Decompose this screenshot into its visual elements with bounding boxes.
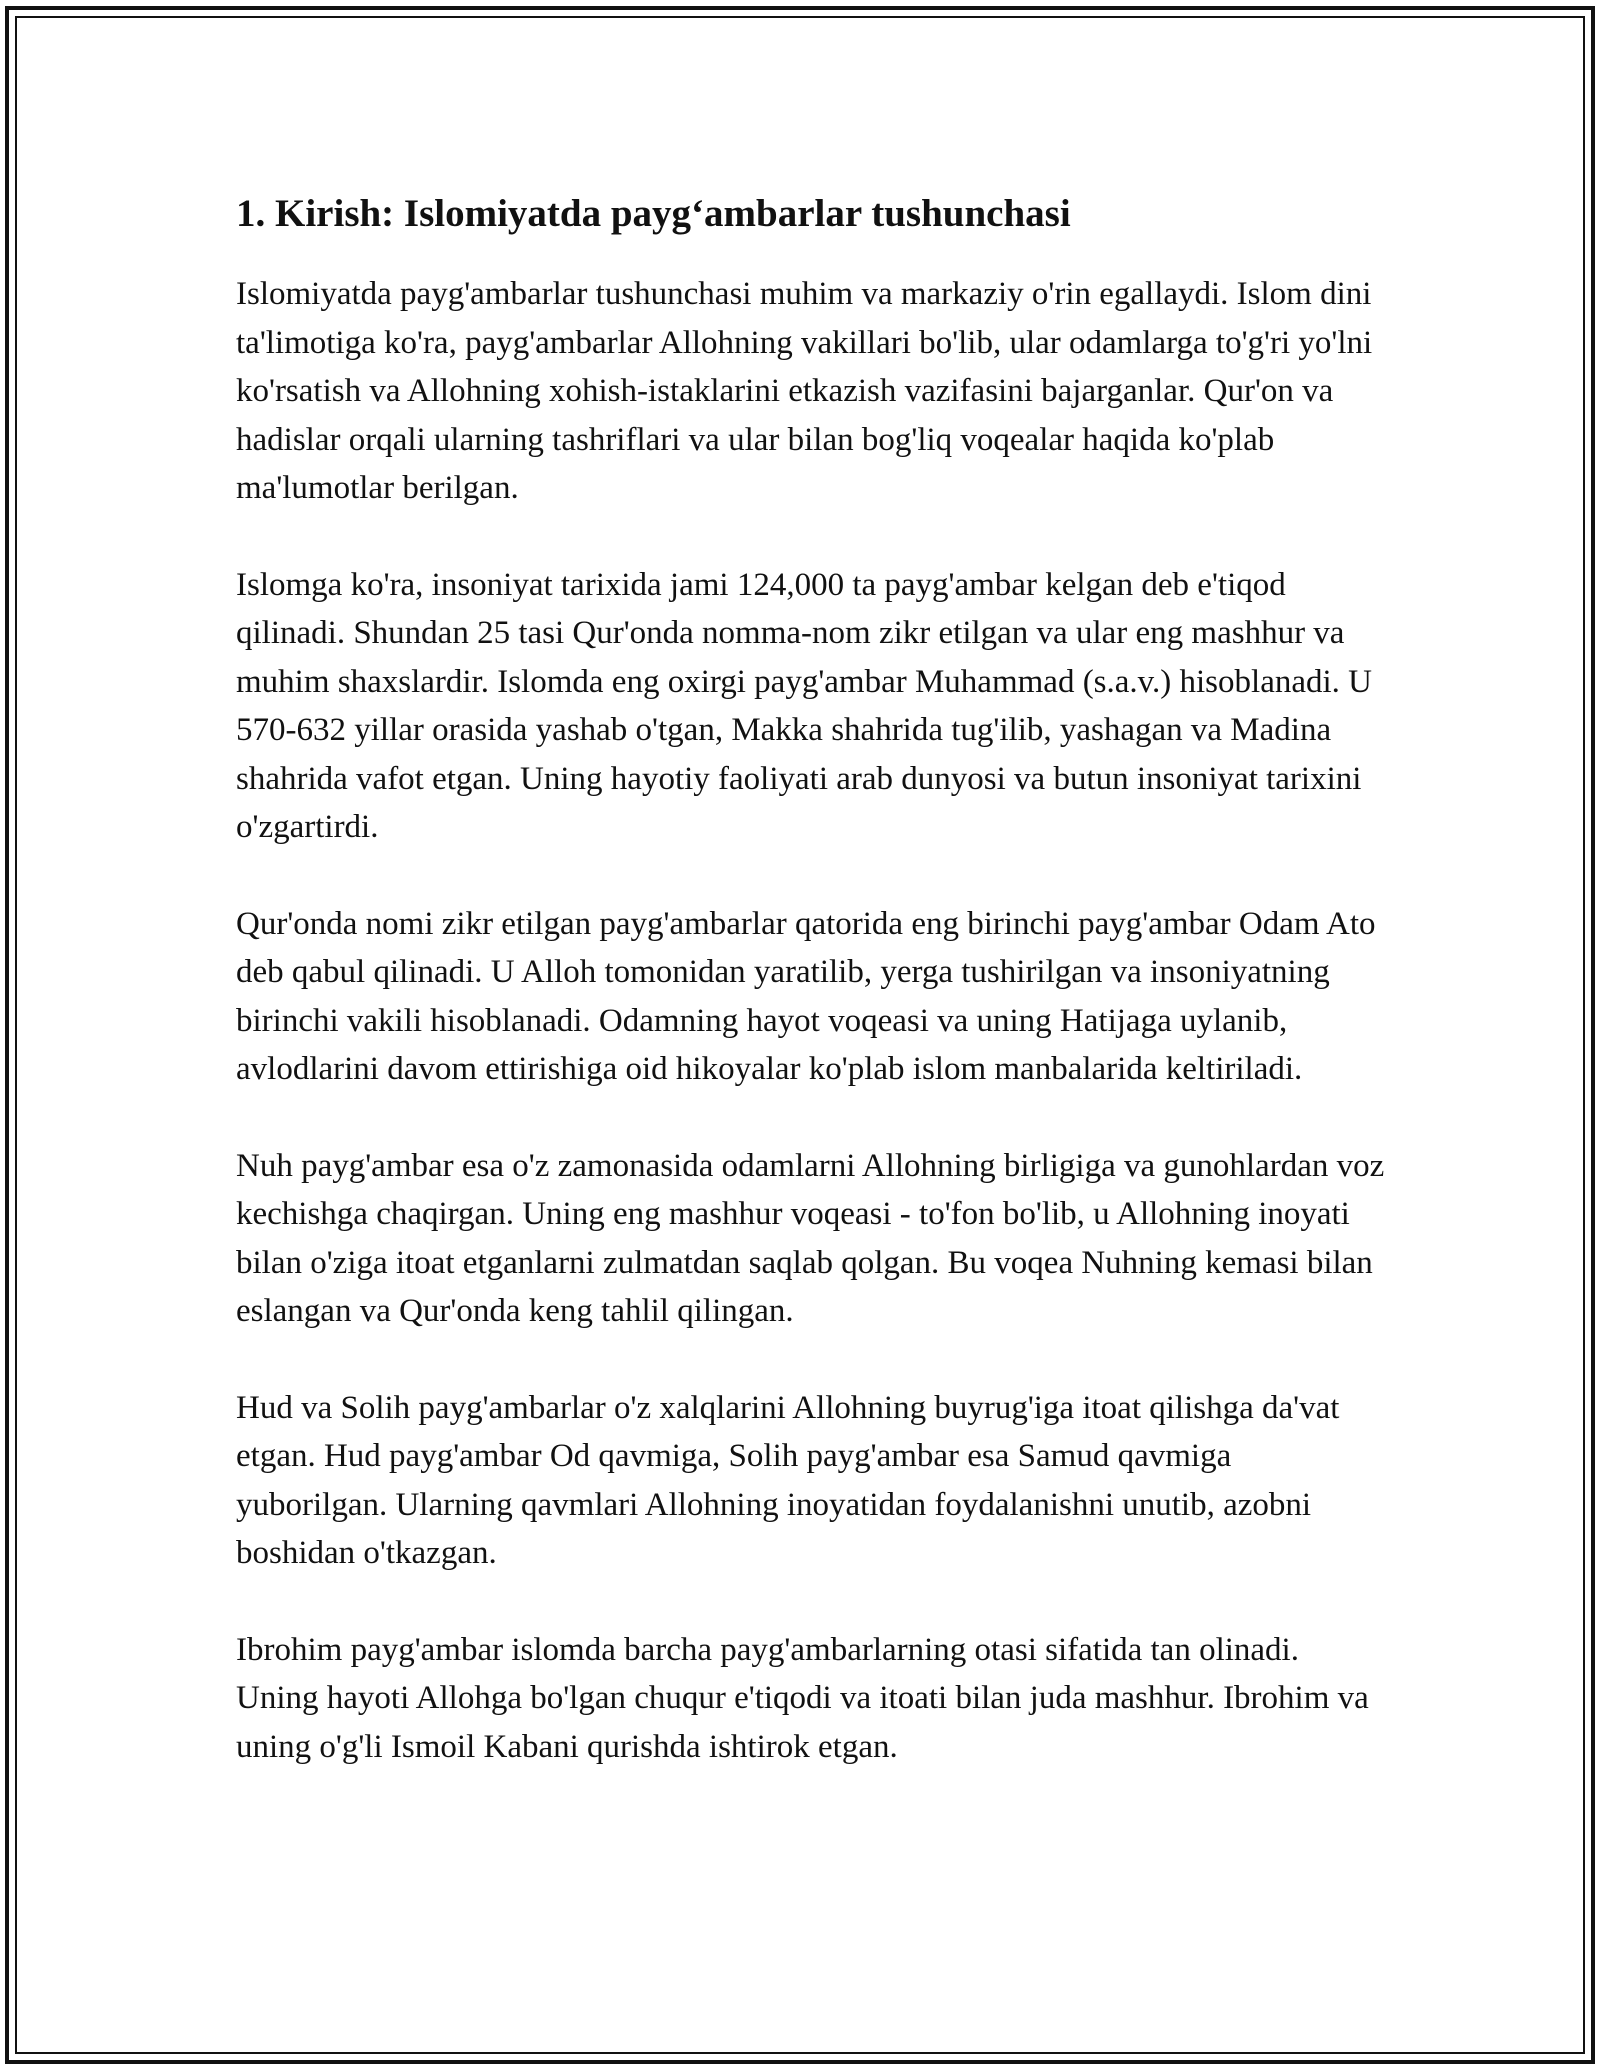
section-heading: 1. Kirish: Islomiyatda payg‘ambarlar tushunchasi [236,192,1071,235]
document-body [236,186,1386,1819]
paragraph-ibrohim: Ibrohim payg'ambar islomda barcha payg'ambarlarning otasi sifatida tan olinadi. Uning hayoti Allohga bo'lgan chuqur e'tiqodi va itoati bilan juda mashhur. Ibrohim va uning o'g'li Ismoil Kabani qurishda ishtirok etgan. [236,1631,1369,1765]
paragraph-hud-solih: Hud va Solih payg'ambarlar o'z xalqlarini Allohning buyrug'iga itoat qilishga da'vat etgan. Hud payg'ambar Od qavmiga, Solih payg'ambar esa Samud qavmiga yuborilgan. Ularning qavmlari Allohning inoyatidan foydalanishni unutib, azobni boshidan o'tkazgan. [236,1389,1340,1571]
paragraph-nuh: Nuh payg'ambar esa o'z zamonasida odamlarni Allohning birligiga va gunohlardan voz kechishga chaqirgan. Uning eng mashhur voqeasi - to'fon bo'lib, u Allohning inoyati bilan o'ziga itoat etganlarni zulmatdan saqlab qolgan. Bu voqea Nuhning kemasi bilan eslangan va Qur'onda keng tahlil qilingan. [236,1147,1385,1329]
paragraph-prophets-count: Islomga ko'ra, insoniyat tarixida jami 124,000 ta payg'ambar kelgan deb e'tiqod qilinadi. Shundan 25 tasi Qur'onda nomma-nom zikr etilgan va ular eng mashhur va muhim shaxslardir. Islomda eng oxirgi payg'ambar Muhammad (s.a.v.) hisoblanadi. U 570-632 yillar orasida yashab o'tgan, Makka shahrida tug'ilib, yashagan va Madina shahrida vafot etgan. Uning hayotiy faoliyati arab dunyosi va butun insoniyat tarixini o'zgartirdi. [236,566,1372,845]
paragraph-intro: Islomiyatda payg'ambarlar tushunchasi muhim va markaziy o'rin egallaydi. Islom dini ta'limotiga ko'ra, payg'ambarlar Allohning vakillari bo'lib, ular odamlarga to'g'ri yo'lni ko'rsatish va Allohning xohish-istaklarini etkazish vazifasini bajarganlar. Qur'on va hadislar orqali ularning tashriflari va ular bilan bog'liq voqealar haqida ko'plab ma'lumotlar berilgan. [236,276,1373,506]
paragraph-odam-ato: Qur'onda nomi zikr etilgan payg'ambarlar qatorida eng birinchi payg'ambar Odam Ato deb qabul qilinadi. U Alloh tomonidan yaratilib, yerga tushirilgan va insoniyatning birinchi vakili hisoblanadi. Odamning hayot voqeasi va uning Hatijaga uylanib, avlodlarini davom ettirishiga oid hikoyalar ko'plab islom manbalarida keltiriladi. [236,905,1376,1087]
